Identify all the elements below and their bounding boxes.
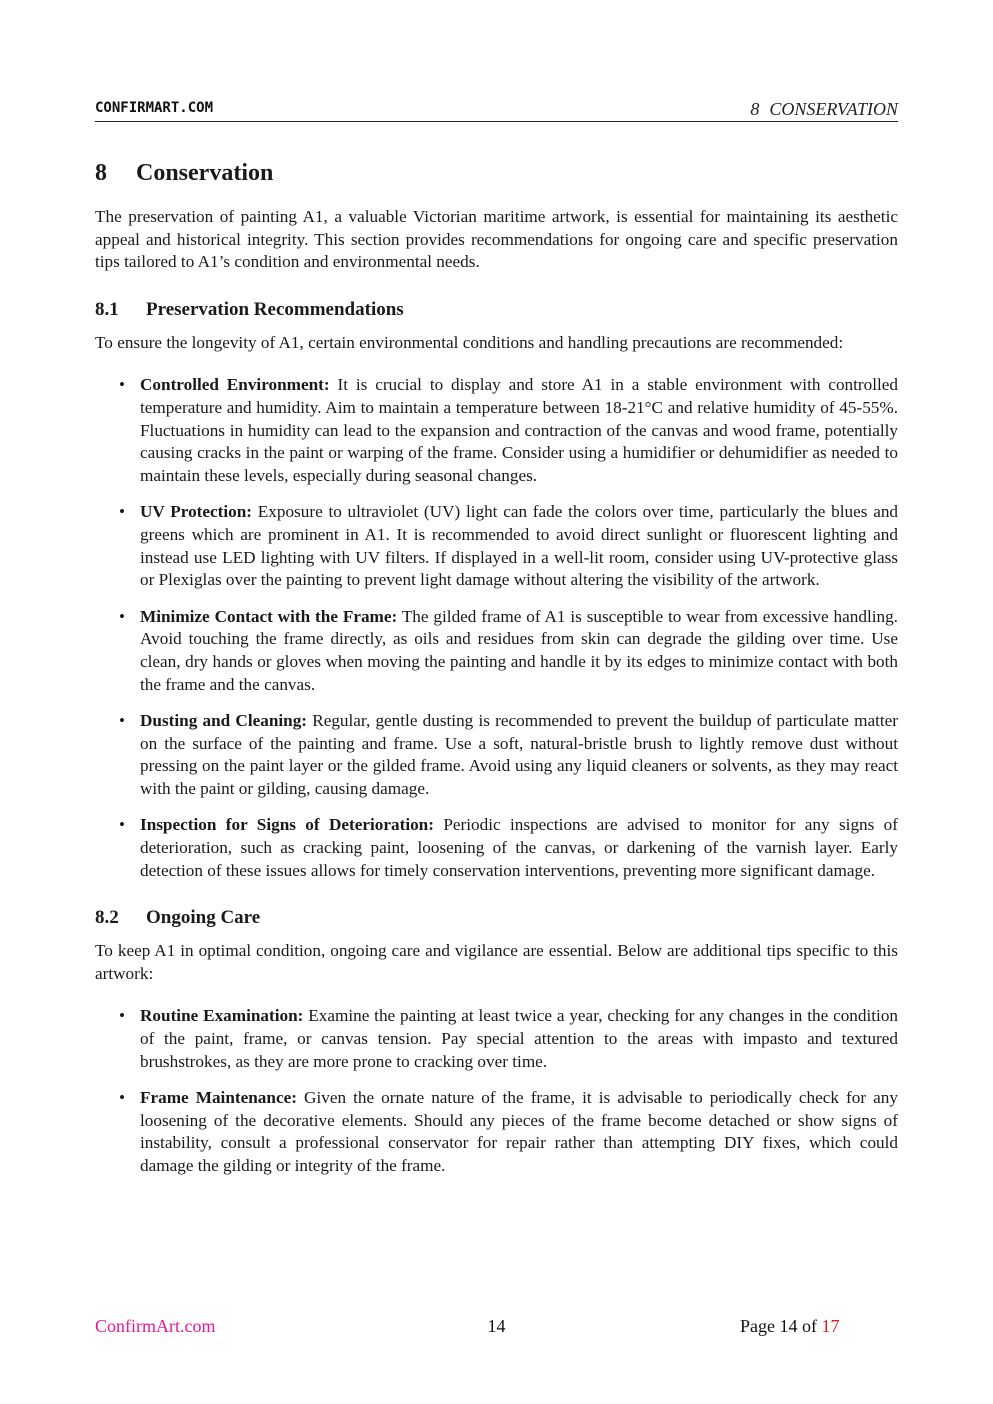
item-title: Inspection for Signs of Deterioration: [140, 815, 434, 835]
footer-total-pages-link[interactable]: 17 [821, 1316, 840, 1336]
subsection-title: Preservation Recommendations [146, 298, 404, 320]
item-text: Examine the painting at least twice a year, checking for any changes in the condition of the paint, frame, or canvas tension. Pay special attention to the areas with impasto and textured brushstrokes, as they are more prone to cracking over time. [140, 1006, 899, 1071]
subsection-number: 8.1 [95, 298, 119, 320]
running-header [95, 99, 898, 122]
subsection-number: 8.2 [95, 907, 119, 929]
header-logo: CONFIRMART.COM [95, 100, 214, 116]
footer-page-count [740, 1316, 839, 1337]
item-title: Dusting and Cleaning: [140, 711, 308, 731]
header-section-title: CONSERVATION [769, 99, 898, 119]
item-text: Given the ornate nature of the frame, it is advisable to periodically check for any loosening of the decorative elements. Should any pieces of the frame become detached or show signs of instability, consult a professional conservator for repair rather than attempting DIY fixes, which could damage the gilding or integrity of the frame. [140, 1088, 898, 1175]
item-text: Periodic inspections are advised to monitor for any signs of deterioration, such as cracking paint, loosening of the canvas, or darkening of the varnish layer. Early detection of these issues allows for timely conservation interventions, preventing more significant damage. [140, 815, 899, 880]
preservation-list [95, 374, 898, 882]
subsection-title: Ongoing Care [146, 907, 261, 929]
list-item [95, 710, 898, 800]
bullet: • [119, 502, 126, 522]
item-title: Frame Maintenance: [140, 1088, 297, 1108]
ongoing-care-list [95, 1005, 898, 1177]
section-heading [95, 158, 898, 188]
item-text: Regular, gentle dusting is recommended to prevent the buildup of particulate matter on the surface of the painting and frame. Use a soft, natural-bristle brush to lightly remove dust without pressing on the paint layer or the gilded frame. Avoid using any liquid cleaners or solvents, as they may react with the paint or gilding, causing damage. [140, 711, 899, 798]
page-body [95, 158, 898, 1192]
section-number: 8 [95, 160, 107, 186]
item-text: Exposure to ultraviolet (UV) light can fade the colors over time, particularly the blues and greens which are prominent in A1. It is recommended to avoid direct sunlight or fluorescent lighting and instead use LED lighting with UV filters. If displayed in a well-lit room, consider using UV-protective glass or Plexiglas over the painting to prevent light damage without altering the visibility of the artwork. [140, 502, 899, 590]
footer-page-number: 14 [487, 1316, 506, 1336]
section-title: Conservation [136, 160, 274, 186]
subsection-heading-ongoing-care [95, 906, 898, 930]
item-title: Minimize Contact with the Frame: [140, 606, 398, 626]
list-item [95, 814, 898, 882]
list-item [95, 606, 898, 696]
list-item [95, 1005, 898, 1073]
page-footer [0, 1316, 993, 1340]
section-intro: The preservation of painting A1, a valuable Victorian maritime artwork, is essential for maintaining its aesthetic appeal and historical integrity. This section provides recommendations for ongoing care and specific preservation tips tailored to A1’s condition and environmental needs. [95, 207, 898, 272]
bullet: • [119, 711, 126, 731]
subsection-intro: To ensure the longevity of A1, certain environmental conditions and handling precautions are recommended: [95, 332, 844, 352]
footer-site-link[interactable]: ConfirmArt.com [95, 1316, 216, 1336]
footer-page-label: Page 14 of [740, 1316, 817, 1336]
bullet: • [119, 1088, 126, 1108]
bullet: • [119, 1006, 126, 1026]
list-item [95, 374, 898, 487]
subsection-intro: To keep A1 in optimal condition, ongoing care and vigilance are essential. Below are additional tips specific to this artwork: [95, 941, 898, 983]
list-item [95, 1087, 898, 1177]
item-text: It is crucial to display and store A1 in a stable environment with controlled temperature and humidity. Aim to maintain a temperature between 18-21°C and relative humidity of 45-55%. Fluctuations in humidity can lead to the expansion and contraction of the canvas and wood frame, potentially causing cracks in the paint or warping of the frame. Consider using a humidifier or dehumidifier as needed to maintain these levels, especially during seasonal changes. [140, 375, 898, 485]
header-section [750, 99, 898, 120]
bullet: • [119, 606, 126, 626]
item-title: UV Protection: [140, 502, 253, 522]
item-text: The gilded frame of A1 is susceptible to wear from excessive handling. Avoid touching the frame directly, as oils and residues from skin can degrade the gilding over time. Use clean, dry hands or gloves when moving the painting and handle it by its edges to minimize contact with both the frame and the canvas. [140, 606, 898, 694]
subsection-heading-preservation [95, 298, 898, 322]
item-title: Controlled Environment: [140, 375, 330, 395]
item-title: Routine Examination: [140, 1006, 304, 1026]
list-item [95, 501, 898, 591]
bullet: • [119, 815, 126, 835]
bullet: • [119, 375, 126, 395]
header-section-number: 8 [750, 99, 760, 119]
